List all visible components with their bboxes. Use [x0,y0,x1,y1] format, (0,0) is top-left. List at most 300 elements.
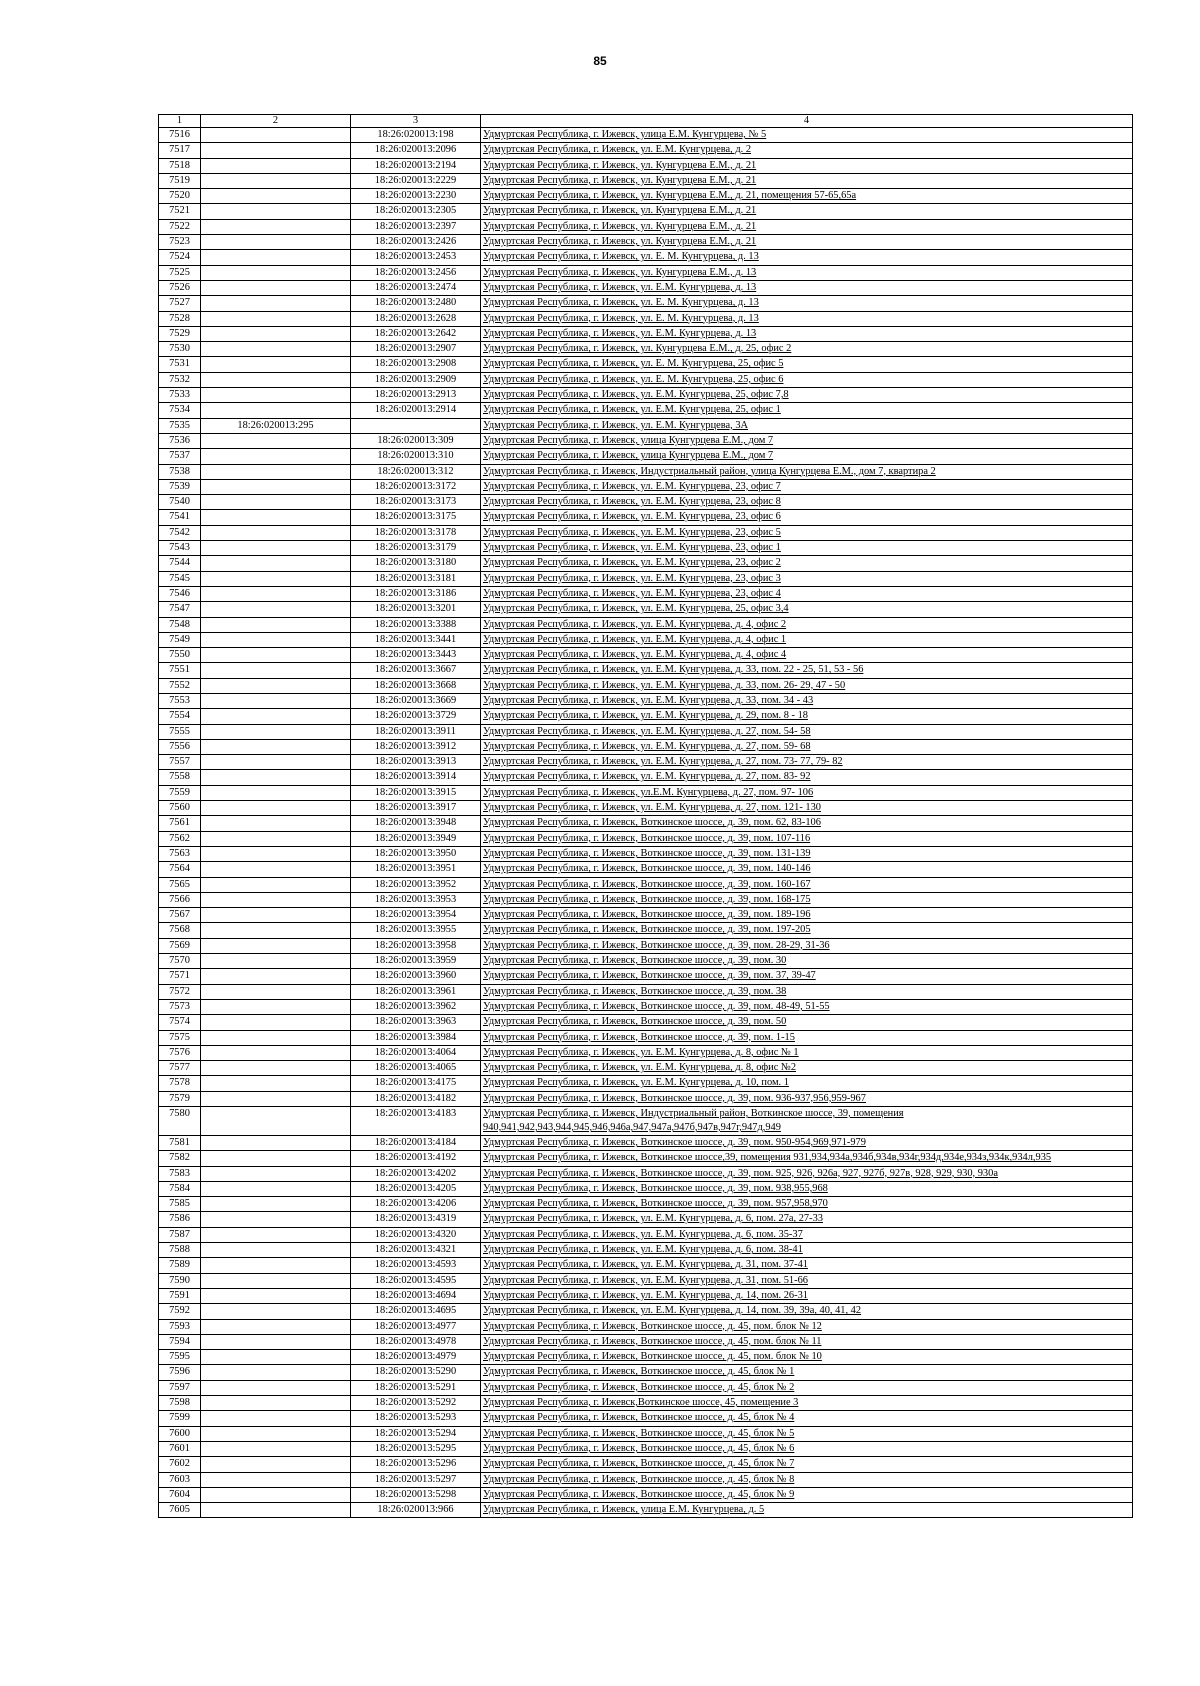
cadastral-number-cell: 18:26:020013:3952 [351,877,481,892]
cadastral-number-cell: 18:26:020013:2908 [351,357,481,372]
row-number-cell: 7532 [159,372,201,387]
address-cell: Удмуртская Республика, г. Ижевск, Воткинское шоссе, д. 39, пом. 957,958,970 [481,1197,1133,1212]
address-cell: Удмуртская Республика, г. Ижевск, ул. Е.М. Кунгурцева, д. 8, офис № 1 [481,1045,1133,1060]
old-cadastral-number-cell [201,1091,351,1106]
old-cadastral-number-cell [201,1288,351,1303]
old-cadastral-number-cell [201,433,351,448]
table-row [159,357,1133,372]
old-cadastral-number-cell [201,1243,351,1258]
cadastral-number-cell: 18:26:020013:3962 [351,999,481,1014]
row-number-cell: 7600 [159,1426,201,1441]
address-cell: Удмуртская Республика, г. Ижевск, ул. Е.М. Кунгурцева, 25, офис 1 [481,403,1133,418]
cadastral-number-cell: 18:26:020013:5294 [351,1426,481,1441]
old-cadastral-number-cell [201,280,351,295]
cadastral-number-cell: 18:26:020013:3960 [351,969,481,984]
address-cell: Удмуртская Республика, г. Ижевск, ул. Кунгурцева Е.М., д. 13 [481,265,1133,280]
cadastral-number-cell: 18:26:020013:2480 [351,296,481,311]
table-row [159,388,1133,403]
row-number-cell: 7574 [159,1015,201,1030]
old-cadastral-number-cell [201,739,351,754]
table-row [159,556,1133,571]
cadastral-number-cell: 18:26:020013:3951 [351,862,481,877]
row-number-cell: 7538 [159,464,201,479]
registry-table [158,114,1133,1518]
address-cell: Удмуртская Республика, г. Ижевск, ул. Е.М. Кунгурцева, 23, офис 1 [481,541,1133,556]
cadastral-number-cell: 18:26:020013:5291 [351,1380,481,1395]
cadastral-number-cell: 18:26:020013:4695 [351,1304,481,1319]
old-cadastral-number-cell [201,204,351,219]
old-cadastral-number-cell [201,250,351,265]
address-cell: Удмуртская Республика, г. Ижевск, Воткинское шоссе,39, помещения 931,934,934а,934б,934в,934г,934д,934е,934з,934к,934л,935 [481,1151,1133,1166]
table-row [159,433,1133,448]
address-cell: Удмуртская Республика, г. Ижевск, ул. Е.М. Кунгурцева, 3А [481,418,1133,433]
old-cadastral-number-cell [201,801,351,816]
address-cell: Удмуртская Республика, г. Ижевск, ул. Е.М. Кунгурцева, д. 29, пом. 8 - 18 [481,709,1133,724]
old-cadastral-number-cell [201,479,351,494]
row-number-cell: 7537 [159,449,201,464]
address-cell: Удмуртская Республика, г. Ижевск, ул. Е. М. Кунгурцева, д. 13 [481,311,1133,326]
row-number-cell: 7525 [159,265,201,280]
table-row [159,541,1133,556]
address-cell: Удмуртская Республика, г. Ижевск, Воткинское шоссе, д. 45, пом. блок № 11 [481,1334,1133,1349]
row-number-cell: 7597 [159,1380,201,1395]
address-cell: Удмуртская Республика, г. Ижевск, Воткинское шоссе, д. 39, пом. 189-196 [481,908,1133,923]
cadastral-number-cell: 18:26:020013:3443 [351,648,481,663]
old-cadastral-number-cell [201,1197,351,1212]
row-number-cell: 7564 [159,862,201,877]
table-row [159,1107,1133,1136]
row-number-cell: 7587 [159,1227,201,1242]
cadastral-number-cell: 18:26:020013:2096 [351,143,481,158]
table-row [159,923,1133,938]
cadastral-number-cell: 18:26:020013:966 [351,1503,481,1518]
old-cadastral-number-cell [201,1319,351,1334]
cadastral-number-cell: 18:26:020013:4319 [351,1212,481,1227]
cadastral-number-cell: 18:26:020013:3180 [351,556,481,571]
old-cadastral-number-cell [201,1380,351,1395]
old-cadastral-number-cell [201,265,351,280]
row-number-cell: 7580 [159,1107,201,1136]
row-number-cell: 7586 [159,1212,201,1227]
table-row [159,1076,1133,1091]
old-cadastral-number-cell [201,1304,351,1319]
address-cell: Удмуртская Республика, г. Ижевск, Воткинское шоссе, д. 39, пом. 50 [481,1015,1133,1030]
row-number-cell: 7568 [159,923,201,938]
address-cell: Удмуртская Республика, г. Ижевск, ул. Е.М. Кунгурцева, д. 6, пом. 35-37 [481,1227,1133,1242]
old-cadastral-number-cell [201,770,351,785]
row-number-cell: 7596 [159,1365,201,1380]
row-number-cell: 7582 [159,1151,201,1166]
old-cadastral-number-cell [201,495,351,510]
cadastral-number-cell: 18:26:020013:3963 [351,1015,481,1030]
address-cell: Удмуртская Республика, г. Ижевск, Воткинское шоссе, д. 39, пом. 168-175 [481,892,1133,907]
old-cadastral-number-cell [201,1181,351,1196]
address-cell: Удмуртская Республика, г. Ижевск, Воткинское шоссе, д. 39, пом. 925, 926, 926а, 927, 927б, 927в, 928, 929, 930, 930а [481,1166,1133,1181]
table-row [159,1045,1133,1060]
address-cell: Удмуртская Республика, г. Ижевск, Воткинское шоссе, д. 39, пом. 131-139 [481,846,1133,861]
table-row [159,189,1133,204]
table-row [159,709,1133,724]
old-cadastral-number-cell [201,1457,351,1472]
old-cadastral-number-cell [201,1334,351,1349]
cadastral-number-cell: 18:26:020013:3667 [351,663,481,678]
old-cadastral-number-cell [201,1258,351,1273]
row-number-cell: 7551 [159,663,201,678]
old-cadastral-number-cell [201,969,351,984]
cadastral-number-cell: 18:26:020013:5297 [351,1472,481,1487]
old-cadastral-number-cell [201,816,351,831]
old-cadastral-number-cell: 18:26:020013:295 [201,418,351,433]
cadastral-number-cell: 18:26:020013:3175 [351,510,481,525]
address-cell: Удмуртская Республика, г. Ижевск, ул. Е.М. Кунгурцева, д. 14, пом. 26-31 [481,1288,1133,1303]
old-cadastral-number-cell [201,342,351,357]
row-number-cell: 7575 [159,1030,201,1045]
old-cadastral-number-cell [201,617,351,632]
old-cadastral-number-cell [201,709,351,724]
cadastral-number-cell: 18:26:020013:2229 [351,173,481,188]
old-cadastral-number-cell [201,571,351,586]
address-cell: Удмуртская Республика, г. Ижевск, улица Е.М. Кунгурцева, д. 5 [481,1503,1133,1518]
cadastral-number-cell: 18:26:020013:4202 [351,1166,481,1181]
row-number-cell: 7528 [159,311,201,326]
row-number-cell: 7563 [159,846,201,861]
cadastral-number-cell: 18:26:020013:3950 [351,846,481,861]
table-row [159,984,1133,999]
cadastral-number-cell: 18:26:020013:2909 [351,372,481,387]
row-number-cell: 7588 [159,1243,201,1258]
row-number-cell: 7539 [159,479,201,494]
old-cadastral-number-cell [201,388,351,403]
table-row [159,1319,1133,1334]
cadastral-number-cell: 18:26:020013:3914 [351,770,481,785]
address-cell: Удмуртская Республика, г. Ижевск, ул. Е.М. Кунгурцева, д. 27, пом. 83- 92 [481,770,1133,785]
address-cell: Удмуртская Республика, г. Ижевск, ул. Е.М. Кунгурцева, д. 4, офис 2 [481,617,1133,632]
cadastral-number-cell: 18:26:020013:3961 [351,984,481,999]
table-row [159,1457,1133,1472]
table-row [159,1396,1133,1411]
old-cadastral-number-cell [201,1273,351,1288]
table-row [159,1411,1133,1426]
table-row [159,1472,1133,1487]
table-row [159,816,1133,831]
cadastral-number-cell: 18:26:020013:3958 [351,938,481,953]
table-row [159,908,1133,923]
old-cadastral-number-cell [201,678,351,693]
table-row [159,495,1133,510]
row-number-cell: 7598 [159,1396,201,1411]
old-cadastral-number-cell [201,1426,351,1441]
table-row [159,862,1133,877]
table-row [159,1487,1133,1502]
address-cell: Удмуртская Республика, г. Ижевск, ул.Е.М. Кунгурцева, д. 27, пом. 97- 106 [481,785,1133,800]
old-cadastral-number-cell [201,1107,351,1136]
old-cadastral-number-cell [201,1503,351,1518]
row-number-cell: 7570 [159,954,201,969]
row-number-cell: 7604 [159,1487,201,1502]
row-number-cell: 7605 [159,1503,201,1518]
address-cell: Удмуртская Республика, г. Ижевск, Воткинское шоссе, д. 45, блок № 9 [481,1487,1133,1502]
row-number-cell: 7561 [159,816,201,831]
address-cell: Удмуртская Республика, г. Ижевск, ул. Е.М. Кунгурцева, д. 33, пом. 22 - 25, 51, 53 - 56 [481,663,1133,678]
cadastral-number-cell: 18:26:020013:3917 [351,801,481,816]
cadastral-number-cell: 18:26:020013:4979 [351,1350,481,1365]
address-cell: Удмуртская Республика, г. Ижевск, Воткинское шоссе, д. 39, пом. 38 [481,984,1133,999]
table-row [159,648,1133,663]
old-cadastral-number-cell [201,999,351,1014]
cadastral-number-cell: 18:26:020013:4183 [351,1107,481,1136]
table-row [159,678,1133,693]
address-cell: Удмуртская Республика, г. Ижевск, ул. Е.М. Кунгурцева, д. 27, пом. 54- 58 [481,724,1133,739]
table-row [159,846,1133,861]
address-cell: Удмуртская Республика, г. Ижевск, Воткинское шоссе, д. 39, пом. 197-205 [481,923,1133,938]
table-row [159,693,1133,708]
cadastral-number-cell: 18:26:020013:4321 [351,1243,481,1258]
row-number-cell: 7603 [159,1472,201,1487]
row-number-cell: 7518 [159,158,201,173]
cadastral-number-cell: 18:26:020013:2397 [351,219,481,234]
cadastral-number-cell: 18:26:020013:3173 [351,495,481,510]
address-cell: Удмуртская Республика, г. Ижевск, улица Кунгурцева Е.М., дом 7 [481,433,1133,448]
table-row [159,892,1133,907]
old-cadastral-number-cell [201,189,351,204]
cadastral-number-cell: 18:26:020013:3913 [351,755,481,770]
old-cadastral-number-cell [201,831,351,846]
row-number-cell: 7554 [159,709,201,724]
row-number-cell: 7584 [159,1181,201,1196]
table-row [159,1030,1133,1045]
address-cell: Удмуртская Республика, г. Ижевск, ул. Е.М. Кунгурцева, 23, офис 3 [481,571,1133,586]
cadastral-number-cell: 18:26:020013:312 [351,464,481,479]
address-cell: Удмуртская Республика, г. Ижевск, ул. Е.М. Кунгурцева, 23, офис 4 [481,586,1133,601]
address-cell: Удмуртская Республика, г. Ижевск, ул. Кунгурцева Е.М., д. 21 [481,158,1133,173]
cadastral-number-cell: 18:26:020013:5296 [351,1457,481,1472]
row-number-cell: 7524 [159,250,201,265]
table-row [159,479,1133,494]
old-cadastral-number-cell [201,143,351,158]
address-cell: Удмуртская Республика, г. Ижевск, ул. Е.М. Кунгурцева, д. 10, пом. 1 [481,1076,1133,1091]
address-cell: Удмуртская Республика, г. Ижевск, Воткинское шоссе, д. 39, пом. 936-937,956,959-967 [481,1091,1133,1106]
old-cadastral-number-cell [201,219,351,234]
row-number-cell: 7531 [159,357,201,372]
address-cell: Удмуртская Республика, г. Ижевск, Воткинское шоссе, д. 45, блок № 4 [481,1411,1133,1426]
old-cadastral-number-cell [201,923,351,938]
row-number-cell: 7517 [159,143,201,158]
address-cell: Удмуртская Республика, г. Ижевск, ул. Кунгурцева Е.М., д. 21 [481,219,1133,234]
cadastral-number-cell: 18:26:020013:3181 [351,571,481,586]
cadastral-number-cell: 18:26:020013:3959 [351,954,481,969]
row-number-cell: 7578 [159,1076,201,1091]
old-cadastral-number-cell [201,541,351,556]
row-number-cell: 7550 [159,648,201,663]
old-cadastral-number-cell [201,632,351,647]
cadastral-number-cell: 18:26:020013:2194 [351,158,481,173]
cadastral-number-cell: 18:26:020013:4184 [351,1136,481,1151]
address-cell: Удмуртская Республика, г. Ижевск, Воткинское шоссе, д. 39, пом. 62, 83-106 [481,816,1133,831]
address-cell: Удмуртская Республика, г. Ижевск, ул. Кунгурцева Е.М., д. 21, помещения 57-65,65а [481,189,1133,204]
cadastral-number-cell: 18:26:020013:5292 [351,1396,481,1411]
cadastral-number-cell: 18:26:020013:4205 [351,1181,481,1196]
row-number-cell: 7591 [159,1288,201,1303]
old-cadastral-number-cell [201,908,351,923]
address-cell: Удмуртская Республика, г. Ижевск, Воткинское шоссе, д. 39, пом. 1-15 [481,1030,1133,1045]
row-number-cell: 7516 [159,128,201,143]
cadastral-number-cell: 18:26:020013:2913 [351,388,481,403]
row-number-cell: 7520 [159,189,201,204]
address-cell: Удмуртская Республика, г. Ижевск, Воткинское шоссе, д. 39, пом. 160-167 [481,877,1133,892]
row-number-cell: 7585 [159,1197,201,1212]
address-cell: Удмуртская Республика, г. Ижевск, ул. Е. М. Кунгурцева, 25, офис 6 [481,372,1133,387]
column-header-4: 4 [481,115,1133,128]
address-cell: Удмуртская Республика, г. Ижевск, ул. Е.М. Кунгурцева, д. 13 [481,326,1133,341]
old-cadastral-number-cell [201,403,351,418]
old-cadastral-number-cell [201,556,351,571]
old-cadastral-number-cell [201,1350,351,1365]
row-number-cell: 7553 [159,693,201,708]
old-cadastral-number-cell [201,755,351,770]
table-row [159,954,1133,969]
cadastral-number-cell: 18:26:020013:2305 [351,204,481,219]
row-number-cell: 7555 [159,724,201,739]
table-row [159,739,1133,754]
table-row [159,1015,1133,1030]
cadastral-number-cell: 18:26:020013:4065 [351,1061,481,1076]
address-cell: Удмуртская Республика, г. Ижевск, ул. Е.М. Кунгурцева, 23, офис 5 [481,525,1133,540]
table-row [159,158,1133,173]
address-cell: Удмуртская Республика, г. Ижевск, Воткинское шоссе, д. 39, пом. 938,955,968 [481,1181,1133,1196]
old-cadastral-number-cell [201,1136,351,1151]
old-cadastral-number-cell [201,1166,351,1181]
cadastral-number-cell: 18:26:020013:3955 [351,923,481,938]
row-number-cell: 7526 [159,280,201,295]
row-number-cell: 7558 [159,770,201,785]
address-cell: Удмуртская Республика, г. Ижевск, ул. Е.М. Кунгурцева, д. 31, пом. 51-66 [481,1273,1133,1288]
address-cell: Удмуртская Республика, г. Ижевск, улица Е.М. Кунгурцева, № 5 [481,128,1133,143]
old-cadastral-number-cell [201,158,351,173]
address-cell: Удмуртская Республика, г. Ижевск, Воткинское шоссе, д. 45, блок № 2 [481,1380,1133,1395]
address-cell: Удмуртская Республика, г. Ижевск, Воткинское шоссе, д. 39, пом. 37, 39-47 [481,969,1133,984]
row-number-cell: 7572 [159,984,201,999]
table-row [159,311,1133,326]
row-number-cell: 7541 [159,510,201,525]
row-number-cell: 7589 [159,1258,201,1273]
old-cadastral-number-cell [201,128,351,143]
cadastral-number-cell: 18:26:020013:3441 [351,632,481,647]
old-cadastral-number-cell [201,984,351,999]
old-cadastral-number-cell [201,663,351,678]
row-number-cell: 7519 [159,173,201,188]
table-row [159,1365,1133,1380]
old-cadastral-number-cell [201,311,351,326]
table-row [159,969,1133,984]
table-row [159,1227,1133,1242]
row-number-cell: 7557 [159,755,201,770]
cadastral-number-cell: 18:26:020013:3954 [351,908,481,923]
table-row [159,632,1133,647]
table-row [159,1288,1133,1303]
table-row [159,831,1133,846]
cadastral-number-cell: 18:26:020013:4206 [351,1197,481,1212]
row-number-cell: 7562 [159,831,201,846]
row-number-cell: 7567 [159,908,201,923]
table-row [159,1334,1133,1349]
cadastral-number-cell: 18:26:020013:5298 [351,1487,481,1502]
table-row [159,724,1133,739]
cadastral-number-cell: 18:26:020013:3948 [351,816,481,831]
address-cell: Удмуртская Республика, г. Ижевск, Воткинское шоссе, д. 45, пом. блок № 10 [481,1350,1133,1365]
row-number-cell: 7583 [159,1166,201,1181]
table-row [159,1197,1133,1212]
old-cadastral-number-cell [201,510,351,525]
row-number-cell: 7542 [159,525,201,540]
cadastral-number-cell: 18:26:020013:2474 [351,280,481,295]
old-cadastral-number-cell [201,1487,351,1502]
address-cell: Удмуртская Республика, г. Ижевск, Воткинское шоссе, д. 45, блок № 5 [481,1426,1133,1441]
table-row [159,1380,1133,1395]
address-cell: Удмуртская Республика, г. Ижевск, Воткинское шоссе, д. 45, блок № 1 [481,1365,1133,1380]
row-number-cell: 7533 [159,388,201,403]
cadastral-number-cell: 18:26:020013:310 [351,449,481,464]
row-number-cell: 7543 [159,541,201,556]
old-cadastral-number-cell [201,1030,351,1045]
old-cadastral-number-cell [201,1396,351,1411]
address-cell: Удмуртская Республика, г. Ижевск, ул. Е.М. Кунгурцева, д. 6, пом. 38-41 [481,1243,1133,1258]
table-row [159,586,1133,601]
table-row [159,999,1133,1014]
row-number-cell: 7602 [159,1457,201,1472]
row-number-cell: 7581 [159,1136,201,1151]
row-number-cell: 7534 [159,403,201,418]
table-row [159,418,1133,433]
table-row [159,449,1133,464]
cadastral-number-cell: 18:26:020013:3201 [351,602,481,617]
old-cadastral-number-cell [201,326,351,341]
cadastral-number-cell: 18:26:020013:5293 [351,1411,481,1426]
cadastral-number-cell: 18:26:020013:2642 [351,326,481,341]
address-cell: Удмуртская Республика, г. Ижевск, ул. Е.М. Кунгурцева, д. 33, пом. 34 - 43 [481,693,1133,708]
cadastral-number-cell: 18:26:020013:3179 [351,541,481,556]
row-number-cell: 7535 [159,418,201,433]
cadastral-number-cell: 18:26:020013:2456 [351,265,481,280]
cadastral-number-cell: 18:26:020013:2914 [351,403,481,418]
column-header-3: 3 [351,115,481,128]
address-cell: Удмуртская Республика, г. Ижевск, ул. Е.М. Кунгурцева, д. 27, пом. 73- 77, 79- 82 [481,755,1133,770]
table-row [159,1061,1133,1076]
address-cell: Удмуртская Республика, г. Ижевск, ул. Е.М. Кунгурцева, 25, офис 7,8 [481,388,1133,403]
row-number-cell: 7546 [159,586,201,601]
cadastral-number-cell: 18:26:020013:2230 [351,189,481,204]
cadastral-number-cell: 18:26:020013:4182 [351,1091,481,1106]
cadastral-number-cell: 18:26:020013:4595 [351,1273,481,1288]
address-cell: Удмуртская Республика, г. Ижевск, ул. Е.М. Кунгурцева, д. 2 [481,143,1133,158]
address-cell: Удмуртская Республика, г. Ижевск, Воткинское шоссе, д. 39, пом. 140-146 [481,862,1133,877]
table-row [159,372,1133,387]
cadastral-number-cell: 18:26:020013:3911 [351,724,481,739]
address-cell: Удмуртская Республика, г. Ижевск, ул. Е.М. Кунгурцева, д. 4, офис 4 [481,648,1133,663]
row-number-cell: 7601 [159,1441,201,1456]
row-number-cell: 7576 [159,1045,201,1060]
address-cell: Удмуртская Республика, г. Ижевск, ул. Е.М. Кунгурцева, д. 6, пом. 27а, 27-33 [481,1212,1133,1227]
row-number-cell: 7556 [159,739,201,754]
old-cadastral-number-cell [201,938,351,953]
row-number-cell: 7593 [159,1319,201,1334]
row-number-cell: 7559 [159,785,201,800]
row-number-cell: 7566 [159,892,201,907]
table-header [159,115,1133,128]
cadastral-number-cell: 18:26:020013:3172 [351,479,481,494]
address-cell: Удмуртская Республика, г. Ижевск, Воткинское шоссе, д. 45, блок № 7 [481,1457,1133,1472]
table-row [159,1151,1133,1166]
old-cadastral-number-cell [201,1045,351,1060]
